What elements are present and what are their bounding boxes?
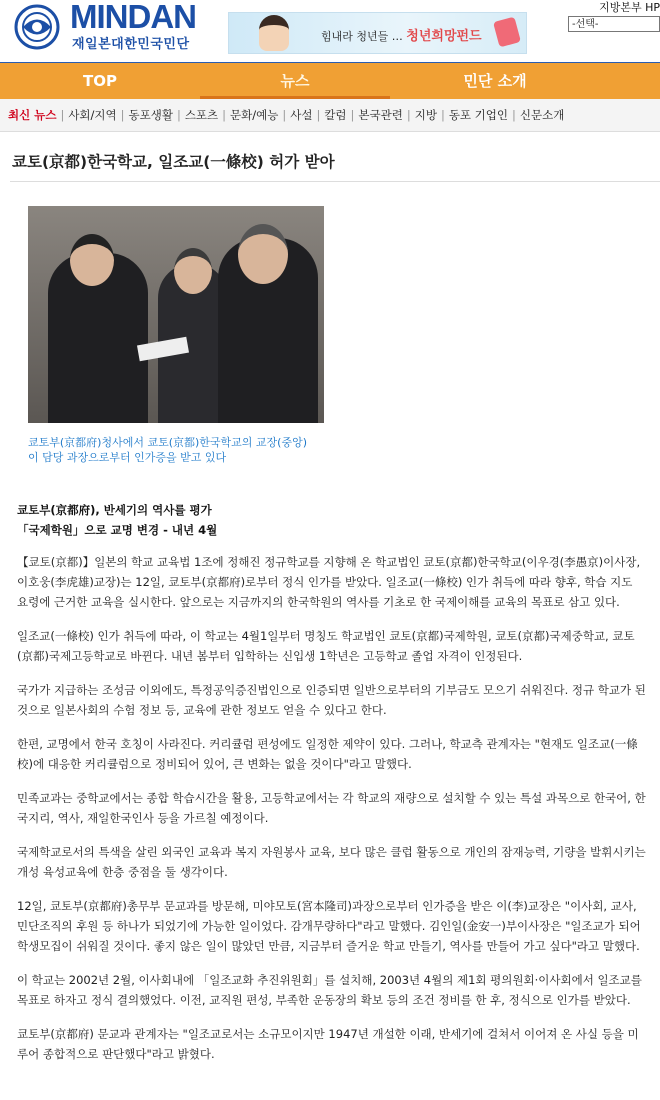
article-paragraph: 한편, 교명에서 한국 호칭이 사라진다. 커리큘럼 편성에도 일정한 제약이 있다. 그러나, 학교측 관계자는 "현재도 일조교(一條校)에 대응한 커리큘럼으로 정비되어 있어, 큰 변화는 없을 것이다"라고 말했다. [17, 737, 638, 771]
article-paragraph: 일조교(一條校) 인가 취득에 따라, 이 학교는 4월1일부터 명칭도 학교법인 쿄토(京都)국제학원, 쿄토(京都)국제중학교, 쿄토(京都)국제고등학교로 바뀐다. 내년 봄부터 입학하는 신입생 1학년은 고등학교 졸업 자격이 인정된다. [17, 629, 635, 663]
article-photo [28, 206, 324, 423]
article-paragraph: 이 학교는 2002년 2월, 이사회내에 「일조교화 추진위원회」를 설치해, 2003년 4월의 제1회 평의원회·이사회에서 일조교를 목표로 하자고 정식 결의했었다. 이전, 교직원 편성, 부족한 운동장의 확보 등의 조건 정비를 한 후, 정식으로 인가를 받았다. [17, 973, 642, 1007]
photo-caption-line2: 이 담당 과장으로부터 인가증을 받고 있다 [28, 451, 227, 464]
article-paragraph: 국가가 지급하는 조성금 이외에도, 특정공익증진법인으로 인증되면 일반으로부터의 기부금도 모으기 쉬워진다. 정규 학교가 된 것으로 일본사회의 수험 정보 등, 교육에 관한 정보도 얻을 수 있다고 한다. [17, 683, 646, 717]
banner-text-big: 청년희망펀드 [406, 29, 482, 44]
article-lead-line2: 「국제학원」으로 교명 변경 - 내년 4월 [17, 523, 218, 537]
article-title: 쿄토(京都)한국학교, 일조교(一條校) 허가 받아 [12, 153, 335, 171]
photo-caption-line1: 쿄토부(京都府)청사에서 쿄토(京都)한국학교의 교장(중앙) [28, 436, 308, 449]
logo-korean-name[interactable]: 재일본대한민국민단 [72, 37, 190, 52]
banner-text: 힘내라 청년들 … 청년희망펀드 [321, 29, 482, 44]
subnav-item-culture[interactable]: 문화/예능 [230, 108, 279, 122]
branch-hp-label: 지방본부 HP [599, 1, 660, 14]
article-paragraph: 국제학교로서의 특색을 살린 외국인 교육과 복지 자원봉사 교육, 보다 많은 클럽 활동으로 개인의 잠재능력, 기량을 발휘시키는 개성 육성교육에 한층 중점을 둘 생각이다. [17, 845, 646, 879]
sub-nav: 최신 뉴스 | 사회/지역 | 동포생활 | 스포츠 | 문화/예능 | 사설 | 칼럼 | 본국관련 | 지방 | 동포 기업인 | 신문소개 [0, 99, 660, 132]
nav-item-top[interactable]: TOP [83, 72, 117, 90]
title-divider [10, 181, 660, 182]
subnav-item-latest-news[interactable]: 최신 뉴스 [8, 108, 57, 122]
subnav-item-society[interactable]: 사회/지역 [68, 108, 117, 122]
article-body [17, 552, 647, 1078]
subnav-item-life[interactable]: 동포생활 [128, 108, 173, 122]
mindan-emblem-icon[interactable] [14, 4, 60, 50]
article-paragraph: 12일, 쿄토부(京都府)총무부 문교과를 방문해, 미야모토(宮本隆司)과장으로부터 인가증을 받은 이(李)교장은 "이사회, 교사, 민단조직의 후원 등 하나가 되었기에 가능한 일이었다. 감개무량하다"라고 말했다. 김인일(金安一)부이사장은 "일조교가 되어 학생모집이 쉬워질 것이다. 좋지 않은 일이 많았던 만큼, 지금부터 즐거운 학교 만들기, 역사를 만들어 가고 싶다"라고 말했다. [17, 899, 641, 953]
subnav-item-newspaper[interactable]: 신문소개 [519, 108, 565, 122]
banner-person-illustration [259, 15, 289, 51]
nav-item-about[interactable]: 민단 소개 [463, 72, 527, 90]
site-header [0, 0, 660, 62]
logo-wordmark[interactable]: MINDAN [70, 0, 196, 35]
article-lead [17, 500, 217, 540]
promo-banner[interactable] [228, 12, 527, 54]
banner-text-small: 힘내라 청년들 [321, 30, 389, 43]
article-paragraph: 【쿄토(京都)】일본의 학교 교육법 1조에 정해진 정규학교를 지향해 온 학교법인 쿄토(京都)한국학교(이우경(李愚京)이사장, 이호웅(李虎雄)교장)는 12일, 쿄토부(京都府)로부터 정식 인가를 받았다. 일조교(一條校) 인가 취득에 따라 향후, 학습 지도 요령에 근거한 교육을 실시한다. 앞으로는 지금까지의 한국학원의 역사를 기초로 한 국제이해를 교육의 목표로 삼고 있다. [17, 555, 641, 609]
branch-select[interactable]: -선택- [568, 16, 660, 32]
article-lead-line1: 쿄토부(京都府), 반세기의 역사를 평가 [17, 503, 212, 517]
photo-caption [28, 435, 328, 465]
subnav-item-regional[interactable]: 지방 [414, 108, 437, 122]
subnav-item-homeland[interactable]: 본국관련 [358, 108, 403, 122]
subnav-item-column[interactable]: 칼럼 [324, 108, 347, 122]
subnav-item-editorial[interactable]: 사설 [290, 108, 313, 122]
article-paragraph: 민족교과는 중학교에서는 종합 학습시간을 활용, 고등학교에서는 각 학교의 재량으로 설치할 수 있는 특설 과목으로 한국어, 한국지리, 역사, 재일한국인사 등을 가르칠 예정이다. [17, 791, 646, 825]
banner-heart-icon [493, 17, 521, 48]
nav-item-news[interactable]: 뉴스 [280, 72, 310, 90]
subnav-item-business[interactable]: 동포 기업인 [448, 108, 509, 122]
main-nav [0, 63, 660, 99]
subnav-item-sports[interactable]: 스포츠 [184, 108, 219, 122]
article-paragraph: 쿄토부(京都府) 문교과 관계자는 "일조교로서는 소규모이지만 1947년 개설한 이래, 반세기에 걸쳐서 이어져 온 사실 등을 미루어 종합적으로 판단했다"라고 밝혔다. [17, 1027, 639, 1061]
